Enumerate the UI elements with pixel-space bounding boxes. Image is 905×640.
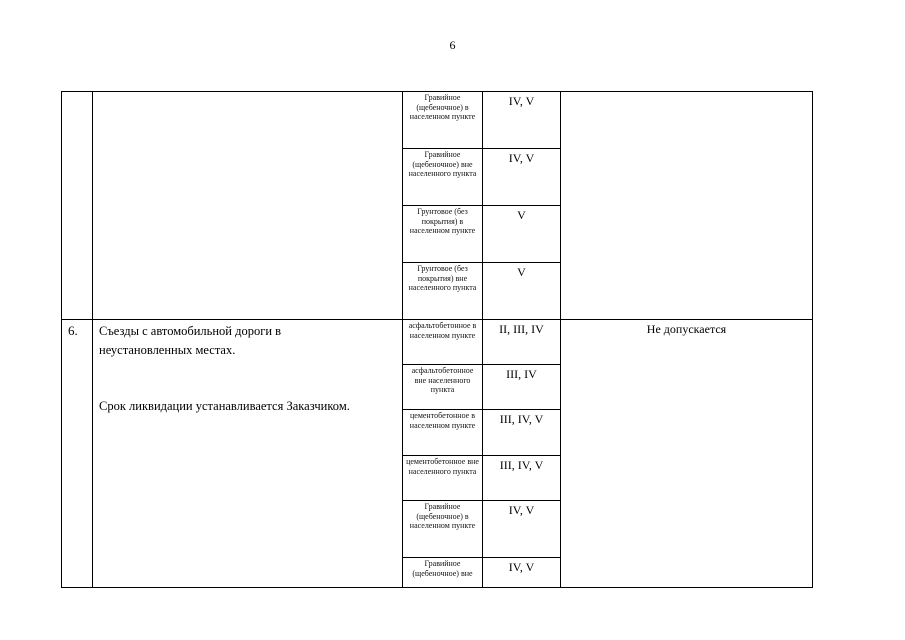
road-category-cell: III, IV <box>483 365 561 410</box>
surface-type-cell: цементобетонное в населенном пункте <box>403 410 483 456</box>
requirements-table <box>61 91 813 588</box>
road-category-cell: IV, V <box>483 501 561 558</box>
road-category-cell: II, III, IV <box>483 320 561 365</box>
surface-type-cell: Гравийное (щебеночное) вне <box>403 558 483 588</box>
item-description-cell <box>93 92 403 320</box>
road-category-cell: III, IV, V <box>483 456 561 501</box>
surface-type-cell: цементобетонное вне населенного пункта <box>403 456 483 501</box>
surface-type-cell: Гравийное (щебеночное) в населенном пункте <box>403 501 483 558</box>
requirement-cell: Не допускается <box>561 320 813 588</box>
road-category-cell: V <box>483 263 561 320</box>
road-category-cell: IV, V <box>483 558 561 588</box>
surface-type-cell: асфальтобетонное вне населенного пункта <box>403 365 483 410</box>
surface-type-cell: Гравийное (щебеночное) в населенном пункте <box>403 92 483 149</box>
item-description: Съезды с автомобильной дороги в неустановленных местах. <box>99 324 282 357</box>
table-row <box>62 320 813 365</box>
item-number-cell: 6. <box>62 320 93 588</box>
table-row <box>62 92 813 149</box>
item-note: Срок ликвидации устанавливается Заказчиком. <box>99 399 350 413</box>
page-number: 6 <box>449 38 456 52</box>
requirement-cell <box>561 92 813 320</box>
surface-type-cell: асфальтобетонное в населенном пункте <box>403 320 483 365</box>
surface-type-cell: Грунтовое (без покрытия) в населенном пункте <box>403 206 483 263</box>
road-category-cell: III, IV, V <box>483 410 561 456</box>
road-category-cell: V <box>483 206 561 263</box>
item-description-cell <box>93 320 403 588</box>
road-category-cell: IV, V <box>483 149 561 206</box>
road-category-cell: IV, V <box>483 92 561 149</box>
surface-type-cell: Гравийное (щебеночное) вне населенного пункта <box>403 149 483 206</box>
item-number-cell <box>62 92 93 320</box>
surface-type-cell: Грунтовое (без покрытия) вне населенного пункта <box>403 263 483 320</box>
